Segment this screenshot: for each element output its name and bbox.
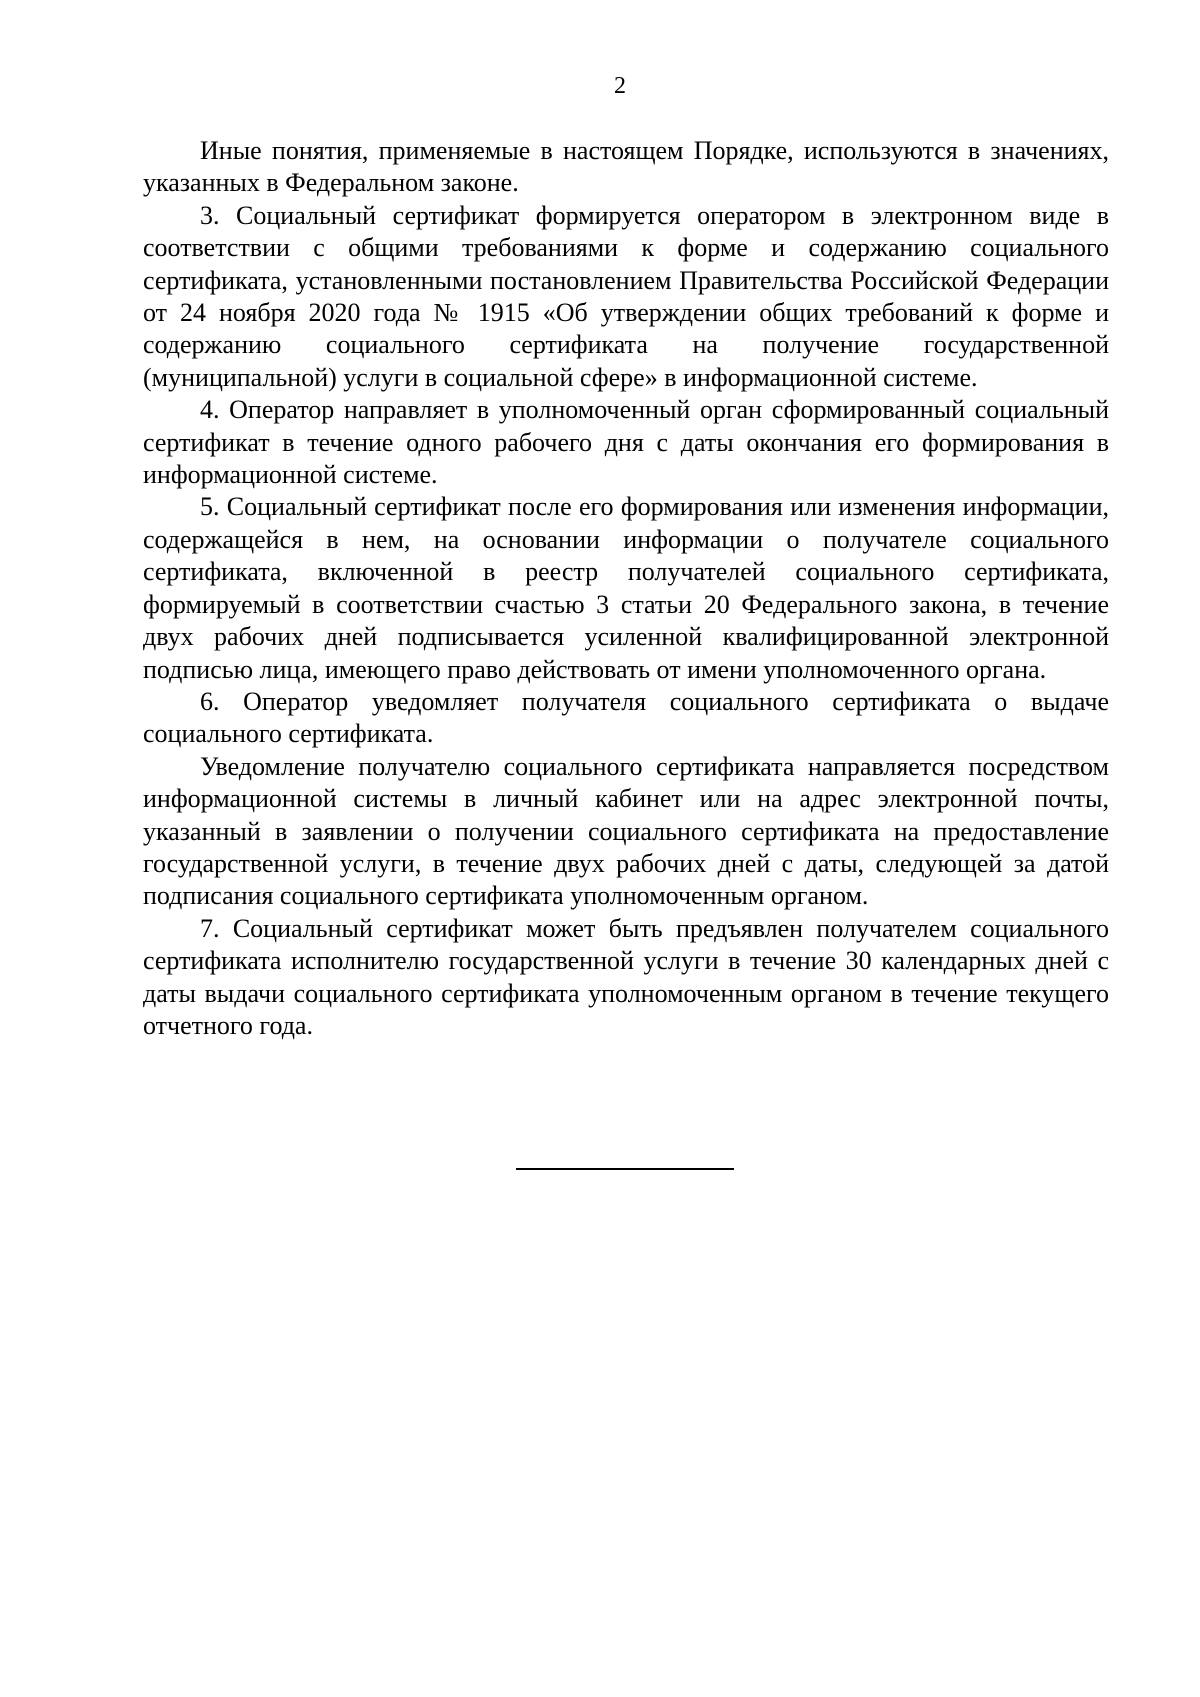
paragraph-other-terms: Иные понятия, применяемые в настоящем Порядке, используются в значениях, указанных в Федеральном законе. [143, 136, 1109, 198]
paragraph-notification: Уведомление получателю социального сертификата направляется посредством информационной системы в личный кабинет или на адрес электронной почты, указанный в заявлении о получении социального сертификата на предоставление государственной услуги, в течение двух рабочих дней с даты, следующей за датой подписания социального сертификата уполномоченным органом. [143, 751, 1109, 911]
paragraph-item-3: 3. Социальный сертификат формируется оператором в электронном виде в соответствии с общими требованиями к форме и содержанию социального сертификата, установленными постановлением Правительства Российской Федерации от 24 ноября 2020 года № 1915 «Об утверждении общих требований к форме и содержанию социального сертификата на получение государственной (муниципальной) услуги в социальной сфере» в информационной системе. [143, 200, 1109, 392]
paragraph-item-6: 6. Оператор уведомляет получателя социального сертификата о выдаче социального сертификата. [143, 686, 1109, 749]
document-body [143, 135, 1109, 1042]
paragraph-item-7: 7. Социальный сертификат может быть предъявлен получателем социального сертификата исполнителю государственной услуги в течение 30 календарных дней с даты выдачи социального сертификата уполномоченным органом в течение текущего отчетного года. [143, 913, 1109, 1040]
paragraph-item-5: 5. Социальный сертификат после его формирования или изменения информации, содержащейся в нем, на основании информации о получателе социального сертификата, включенной в реестр получателей социального сертификата, формируемый в соответствии счастью 3 статьи 20 Федерального закона, в течение двух рабочих дней подписывается усиленной квалифицированной электронной подписью лица, имеющего право действовать от имени уполномоченного органа. [143, 492, 1109, 684]
page-number: 2 [614, 73, 626, 99]
end-of-text-rule [516, 1168, 734, 1170]
paragraph-item-4: 4. Оператор направляет в уполномоченный орган сформированный социальный сертификат в течение одного рабочего дня с даты окончания его формирования в информационной системе. [143, 395, 1109, 490]
